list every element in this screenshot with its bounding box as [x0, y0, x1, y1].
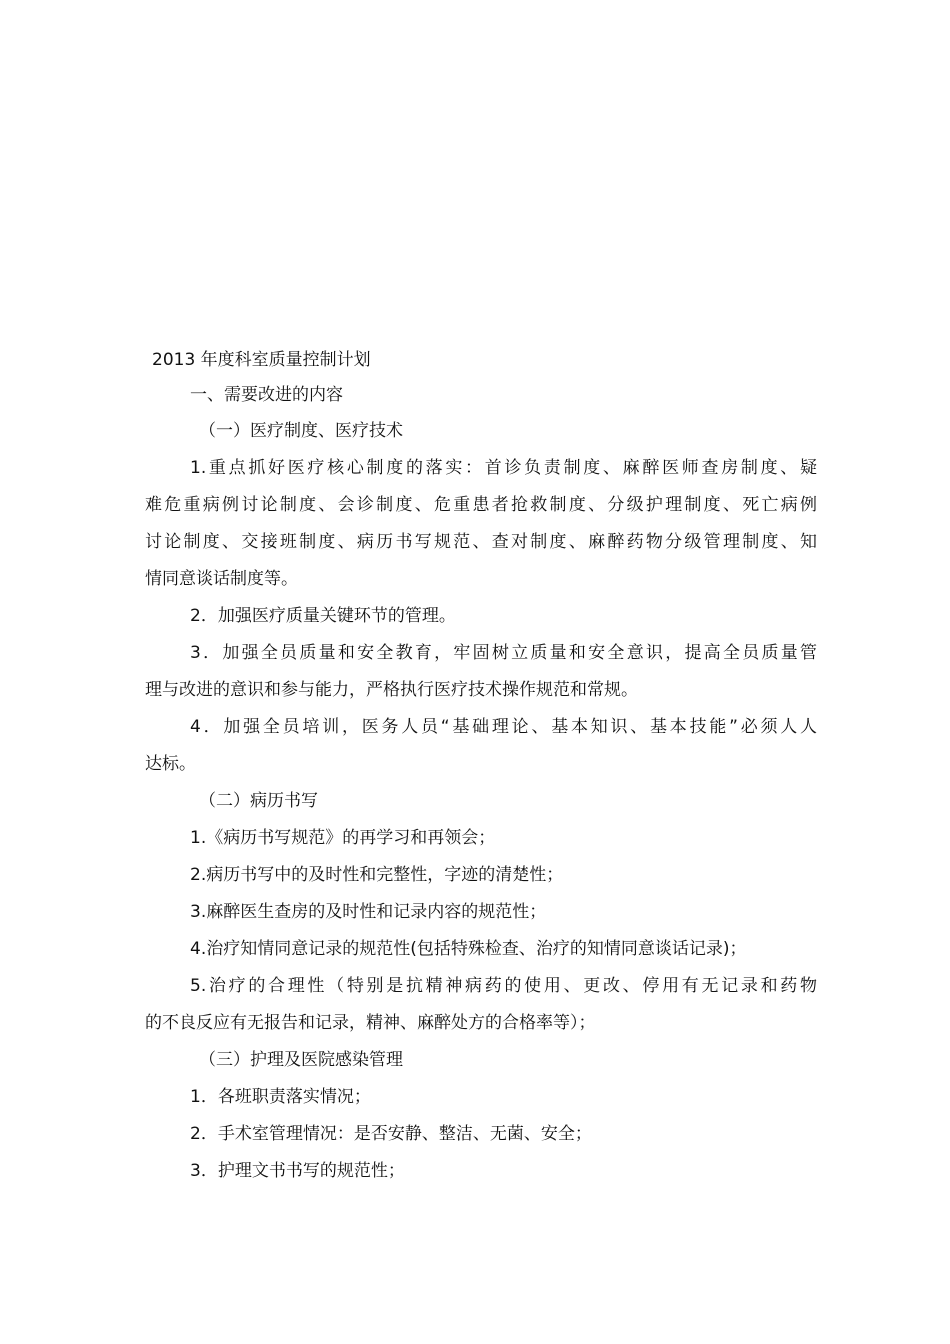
subsection-heading-2: （二）病历书写	[199, 791, 318, 811]
subsection-heading-1: （一）医疗制度、医疗技术	[199, 421, 403, 441]
paragraph-line: 5.治疗的合理性（特别是抗精神病药的使用、更改、停用有无记录和药物	[190, 976, 817, 996]
paragraph-line: 1．各班职责落实情况；	[190, 1087, 371, 1107]
paragraph-line: 理与改进的意识和参与能力，严格执行医疗技术操作规范和常规。	[145, 680, 638, 700]
paragraph-line: 3．护理文书书写的规范性；	[190, 1161, 405, 1181]
paragraph-line: 情同意谈话制度等。	[145, 569, 298, 589]
paragraph-line: 讨论制度、交接班制度、病历书写规范、查对制度、麻醉药物分级管理制度、知	[145, 532, 817, 552]
paragraph-line: 2.病历书写中的及时性和完整性，字迹的清楚性；	[190, 865, 564, 885]
paragraph-line: 达标。	[145, 754, 196, 774]
paragraph-line: 4．加强全员培训，医务人员“基础理论、基本知识、基本技能”必须人人	[190, 717, 817, 737]
paragraph-line: 2．加强医疗质量关键环节的管理。	[190, 606, 456, 626]
section-heading-1: 一、需要改进的内容	[190, 385, 343, 405]
paragraph-line: 难危重病例讨论制度、会诊制度、危重患者抢救制度、分级护理制度、死亡病例	[145, 495, 817, 515]
paragraph-line: 1.《病历书写规范》的再学习和再领会；	[190, 828, 496, 848]
subsection-heading-3: （三）护理及医院感染管理	[199, 1050, 403, 1070]
paragraph-line: 2．手术室管理情况：是否安静、整洁、无菌、安全；	[190, 1124, 592, 1144]
paragraph-line: 的不良反应有无报告和记录，精神、麻醉处方的合格率等）；	[145, 1013, 596, 1033]
paragraph-line: 3．加强全员质量和安全教育，牢固树立质量和安全意识，提高全员质量管	[190, 643, 817, 663]
paragraph-line: 1.重点抓好医疗核心制度的落实：首诊负责制度、麻醉医师查房制度、疑	[190, 458, 817, 478]
document-title: 2013 年度科室质量控制计划	[152, 350, 371, 370]
paragraph-line: 4.治疗知情同意记录的规范性(包括特殊检查、治疗的知情同意谈话记录)；	[190, 939, 747, 959]
paragraph-line: 3.麻醉医生查房的及时性和记录内容的规范性；	[190, 902, 547, 922]
